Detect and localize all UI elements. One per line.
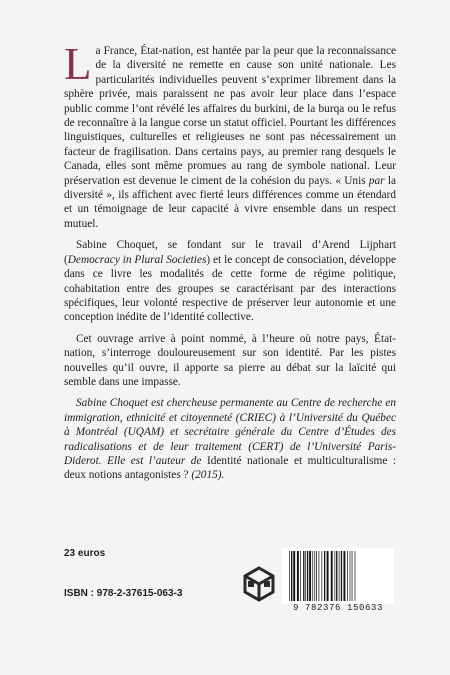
barcode-bar	[352, 551, 353, 601]
barcode-bar	[309, 551, 311, 601]
barcode-bars	[288, 551, 388, 601]
barcode-bar	[312, 551, 313, 601]
barcode-bar	[297, 551, 299, 601]
paragraph-2	[64, 238, 396, 324]
barcode-bar	[355, 551, 356, 601]
barcode-bar	[341, 551, 342, 601]
barcode-bar	[307, 551, 308, 601]
barcode-bar	[293, 551, 295, 601]
barcode-background	[282, 548, 394, 604]
author-previous-book: Identité nationale et multiculturalisme : deux notions antagonistes ?	[64, 454, 397, 482]
barcode-bar	[316, 551, 317, 601]
paragraph-3: Cet ouvrage arrive à point nommé, à l’heure où notre pays, État-nation, s’interroge douloureusement sur son identité. Par les pistes nouvelles qu’il ouvre, il apporte sa pierre au débat sur la laïcité qui semble dans une impasse.	[64, 332, 396, 388]
isbn-label: ISBN : 978-2-37615-063-3	[64, 588, 183, 599]
author-bio-text: Sabine Choquet est chercheuse permanente au Centre de recherche en immigration, ethnicité et citoyenneté (CRIEC) à l’Université du Québec à Montréal (UQAM) et secrétaire générale du Centre d’Études des radicalisations et de leur traitement (CERT) de l’Université Paris-Diderot. Elle est l’auteur de	[64, 397, 396, 467]
barcode-bar	[300, 551, 301, 601]
blurb-text	[64, 39, 397, 490]
barcode-bar	[339, 551, 340, 601]
barcode-number: 9 782376 150633	[292, 603, 383, 613]
isbn-barcode	[282, 548, 394, 616]
barcode-bar	[343, 551, 345, 601]
author-previous-book-year: (2015).	[188, 469, 225, 482]
barcode-bar	[305, 551, 306, 601]
dropcap-letter: L	[64, 39, 92, 89]
paragraph-2-start: Sabine Choquet, se fondant sur le travail d’Arend Lijphart (	[64, 239, 396, 266]
paragraph-1	[64, 39, 396, 231]
barcode-bar	[336, 551, 337, 601]
barcode-bar	[324, 551, 325, 601]
barcode-bar	[335, 551, 336, 601]
barcode-bar	[331, 551, 333, 601]
paragraph-1-emphasis: par	[368, 174, 385, 187]
price-label: 23 euros	[64, 548, 106, 559]
barcode-bar	[327, 551, 329, 601]
barcode-bar	[322, 551, 323, 601]
barcode-bar	[289, 551, 290, 601]
barcode-bar	[319, 551, 320, 601]
barcode-bar	[347, 551, 348, 601]
barcode-bar	[291, 551, 292, 601]
paragraph-2-end: ) et le concept de consociation, développe dans ce livre les modalités de cette forme de régime politique, cohabitation entre des groupes se caractérisant par des interactions spécifiques, leur volonté respective de préserver leur autonomie et une conception inédite de l’identité collective.	[64, 253, 396, 324]
barcode-bar	[314, 551, 315, 601]
hexagon-cube-logo-icon	[241, 565, 277, 605]
referenced-book-title: Democracy in Plural Societies	[67, 253, 207, 266]
barcode-bar	[350, 551, 351, 601]
author-bio	[64, 396, 396, 482]
barcode-bar	[303, 551, 304, 601]
paragraph-1-end: la diversité », ils affichent avec fierté leurs différences comme un étendard et un témoignage de leur capacité à vivre ensemble dans un respect mutuel.	[64, 174, 396, 230]
paragraph-1-text: a France, État-nation, est hantée par la peur que la reconnaissance de la diversité ne remette en cause son unité nationale. Les particularités individuelles peuvent s’exprimer librement dans la sphère privée, mais paraissent ne pas avoir leur place dans l’espace public comme l’ont révélé les affaires du burkini, de la burqa ou le refus de reconnaître à la langue corse un statut officiel. Pourtant les différences linguistiques, culturelles et religieuses ne sont pas nécessairement un facteur de fragilisation. Dans certains pays, au premier rang desquels le Canada, elles sont même promues au rang de symbole national. Leur préservation est devenue le ciment de la cohésion du pays. « Unis	[64, 45, 396, 187]
